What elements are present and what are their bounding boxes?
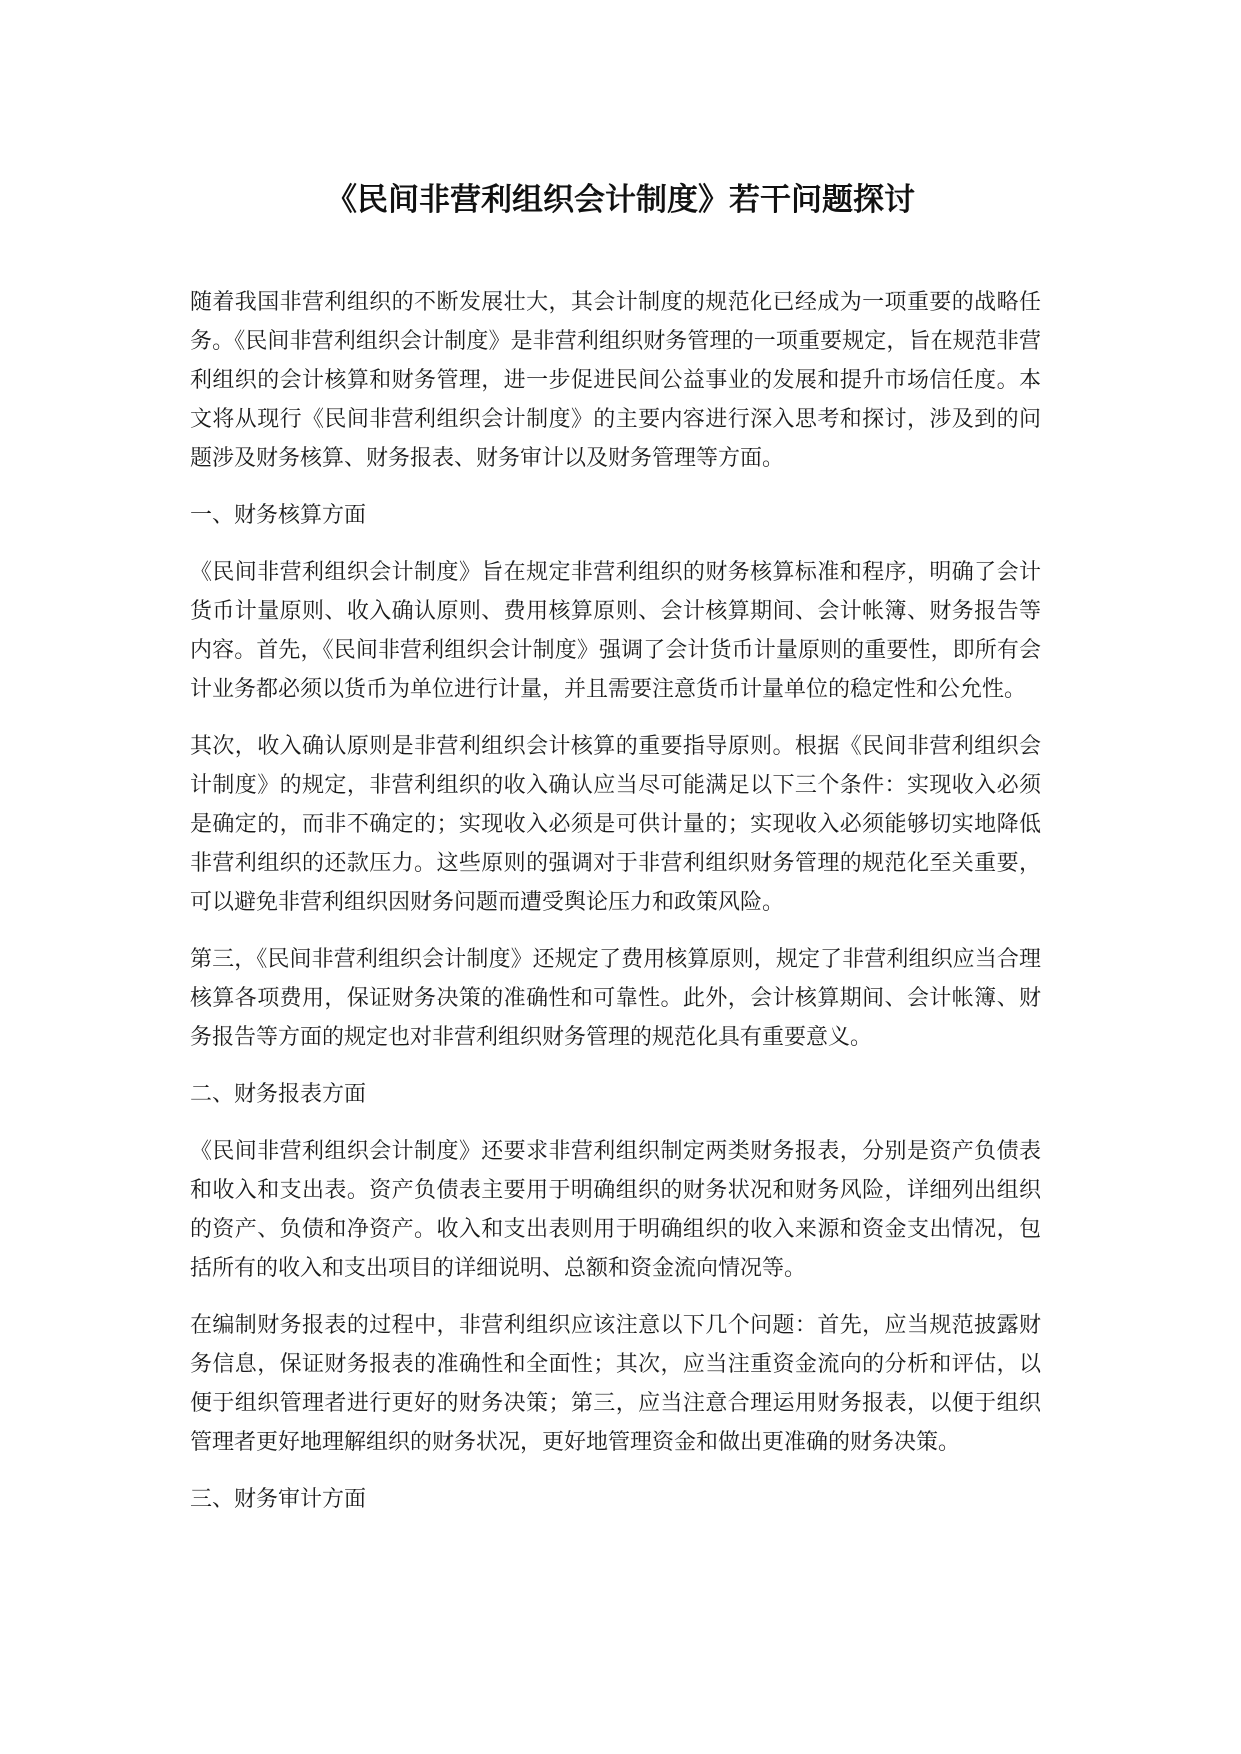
paragraph-statement-preparation: 在编制财务报表的过程中，非营利组织应该注意以下几个问题：首先，应当规范披露财务信息，保证财务报表的准确性和全面性；其次，应当注重资金流向的分析和评估，以便于组织管理者进行更好的财务决策；第三，应当注意合理运用财务报表，以便于组织管理者更好地理解组织的财务状况，更好地管理资金和做出更准确的财务决策。 [190,1313,1041,1455]
paragraph-statement-types: 《民间非营利组织会计制度》还要求非营利组织制定两类财务报表，分别是资产负债表和收入和支出表。资产负债表主要用于明确组织的财务状况和财务风险，详细列出组织的资产、负债和净资产。收入和支出表则用于明确组织的收入来源和资金支出情况，包括所有的收入和支出项目的详细说明、总额和资金流向情况等。 [190,1139,1041,1281]
intro-paragraph: 随着我国非营利组织的不断发展壮大，其会计制度的规范化已经成为一项重要的战略任务。《民间非营利组织会计制度》是非营利组织财务管理的一项重要规定，旨在规范非营利组织的会计核算和财务管理，进一步促进民间公益事业的发展和提升市场信任度。本文将从现行《民间非营利组织会计制度》的主要内容进行深入思考和探讨，涉及到的问题涉及财务核算、财务报表、财务审计以及财务管理等方面。 [190,290,1041,471]
paragraph-revenue-recognition: 其次，收入确认原则是非营利组织会计核算的重要指导原则。根据《民间非营利组织会计制度》的规定，非营利组织的收入确认应当尽可能满足以下三个条件：实现收入必须是确定的，而非不确定的；实现收入必须是可供计量的；实现收入必须能够切实地降低非营利组织的还款压力。这些原则的强调对于非营利组织财务管理的规范化至关重要，可以避免非营利组织因财务问题而遭受舆论压力和政策风险。 [190,734,1041,915]
section-heading-statements: 二、财务报表方面 [190,1082,367,1107]
paragraph-accounting-principles: 《民间非营利组织会计制度》旨在规定非营利组织的财务核算标准和程序，明确了会计货币计量原则、收入确认原则、费用核算原则、会计核算期间、会计帐簿、财务报告等内容。首先，《民间非营利组织会计制度》强调了会计货币计量原则的重要性，即所有会计业务都必须以货币为单位进行计量，并且需要注意货币计量单位的稳定性和公允性。 [190,560,1041,702]
section-heading-audit: 三、财务审计方面 [190,1487,367,1512]
document-title: 《民间非营利组织会计制度》若干问题探讨 [326,182,915,218]
document-body [190,283,1041,1537]
section-heading-accounting: 一、财务核算方面 [190,503,367,528]
paragraph-expense-accounting: 第三，《民间非营利组织会计制度》还规定了费用核算原则，规定了非营利组织应当合理核算各项费用，保证财务决策的准确性和可靠性。此外，会计核算期间、会计帐簿、财务报告等方面的规定也对非营利组织财务管理的规范化具有重要意义。 [190,947,1041,1050]
